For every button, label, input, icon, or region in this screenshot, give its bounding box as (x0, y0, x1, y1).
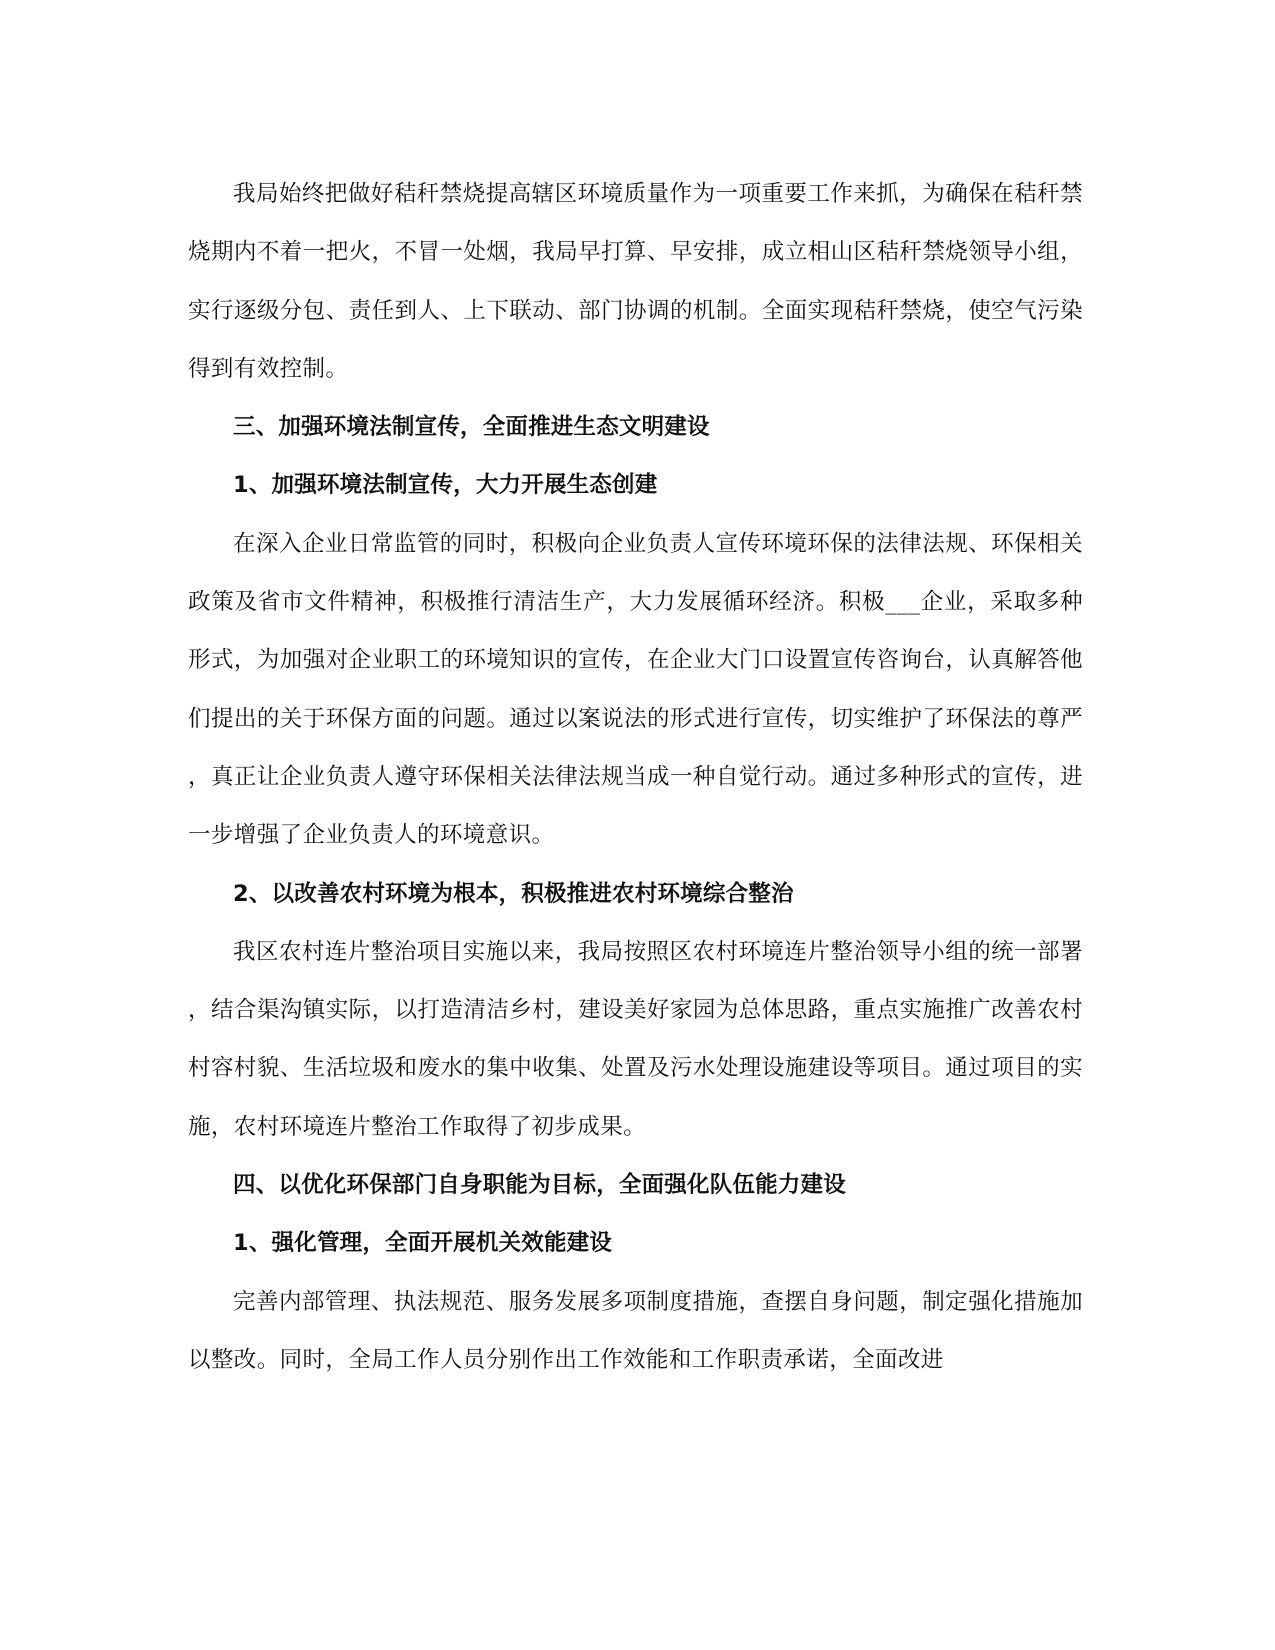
subsection-heading-3-2: 2、以改善农村环境为根本，积极推进农村环境综合整治 (233, 880, 794, 907)
paragraph-straw-burning-ban: 我局始终把做好秸秆禁烧提高辖区环境质量作为一项重要工作来抓，为确保在秸秆禁烧期内不着一把火，不冒一处烟，我局早打算、早安排，成立相山区秸秆禁烧领导小组，实行逐级分包、责任到人、上下联动、部门协调的机制。全面实现秸秆禁烧，使空气污染得到有效控制。 (188, 181, 1083, 382)
section-heading-4: 四、以优化环保部门自身职能为目标，全面强化队伍能力建设 (233, 1172, 846, 1199)
paragraph-internal-management: 完善内部管理、执法规范、服务发展多项制度措施，查摆自身问题，制定强化措施加以整改。同时，全局工作人员分别作出工作效能和工作职责承诺，全面改进 (188, 1288, 1083, 1373)
document-body (188, 165, 1083, 1389)
paragraph-legal-publicity: 在深入企业日常监管的同时，积极向企业负责人宣传环境环保的法律法规、环保相关政策及省市文件精神，积极推行清洁生产，大力发展循环经济。积极___企业，采取多种形式，为加强对企业职工的环境知识的宣传，在企业大门口设置宣传咨询台，认真解答他们提出的关于环保方面的问题。通过以案说法的形式进行宣传，切实维护了环保法的尊严，真正让企业负责人遵守环保相关法律法规当成一种自觉行动。通过多种形式的宣传，进一步增强了企业负责人的环境意识。 (188, 530, 1083, 849)
subsection-heading-4-1: 1、强化管理，全面开展机关效能建设 (233, 1230, 613, 1257)
section-heading-3: 三、加强环境法制宣传，全面推进生态文明建设 (233, 414, 710, 441)
paragraph-rural-environment: 我区农村连片整治项目实施以来，我局按照区农村环境连片整治领导小组的统一部署，结合渠沟镇实际，以打造清洁乡村，建设美好家园为总体思路，重点实施推广改善农村村容村貌、生活垃圾和废水的集中收集、处置及污水处理设施建设等项目。通过项目的实施，农村环境连片整治工作取得了初步成果。 (188, 938, 1083, 1140)
subsection-heading-3-1: 1、加强环境法制宣传，大力开展生态创建 (233, 472, 658, 499)
